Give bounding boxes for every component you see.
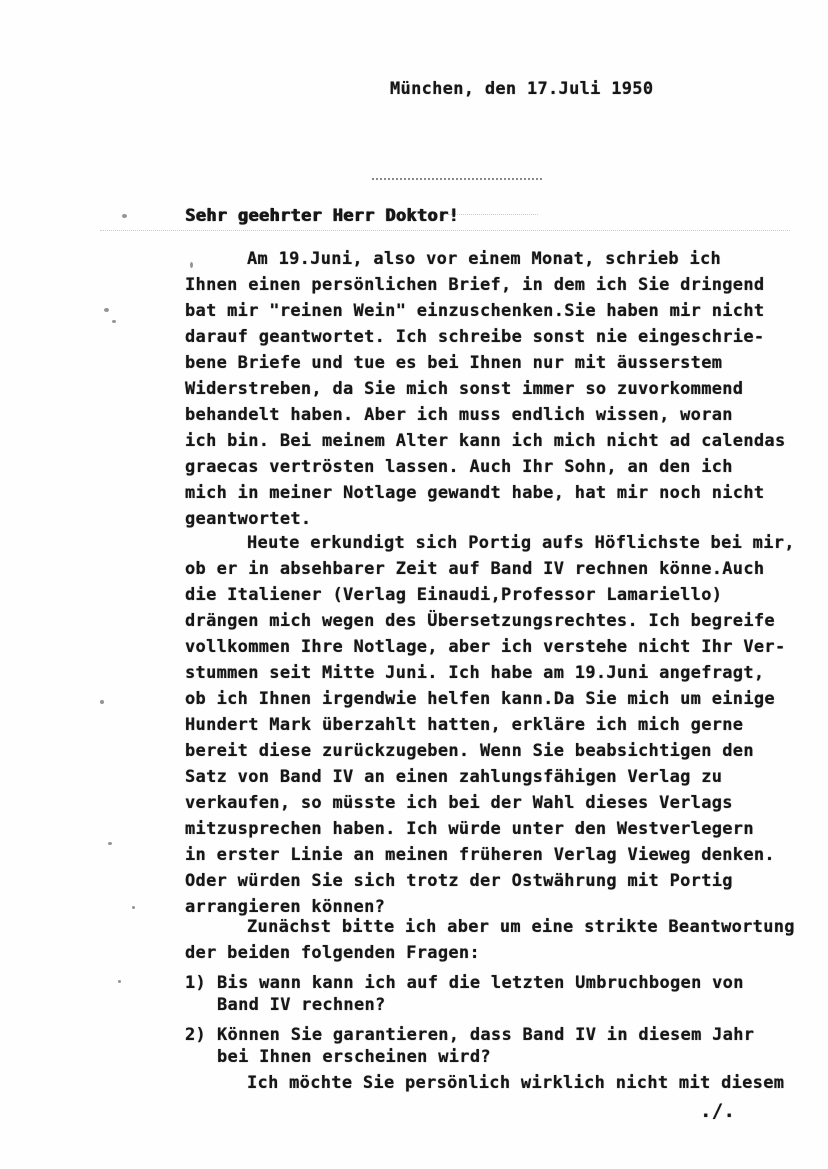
scan-speck [112, 320, 116, 323]
letter-line: graecas vertrösten lassen. Auch Ihr Sohn, an den ich [185, 457, 733, 477]
letter-line: Ich möchte Sie persönlich wirklich nicht mit diesem [247, 1073, 785, 1093]
letter-line: in erster Linie an meinen früheren Verlag Vieweg denken. [185, 845, 775, 865]
letter-line: verkaufen, so müsste ich bei der Wahl dieses Verlags [185, 793, 733, 813]
question-2-marker: 2) [185, 1025, 207, 1045]
question-list [185, 972, 754, 1068]
dateline: München, den 17.Juli 1950 [390, 79, 654, 99]
scan-smudge-trail [448, 214, 538, 215]
list-gap [185, 1016, 754, 1024]
letter-line: Am 19.Juni, also vor einem Monat, schrieb ich [247, 249, 722, 269]
letter-line: ich bin. Bei meinem Alter kann ich mich nicht ad calendas [185, 431, 786, 451]
question-1-marker: 1) [185, 973, 207, 993]
letter-line: geantwortet. [185, 509, 312, 529]
letter-line: Ihnen einen persönlichen Brief, in dem ich Sie dringend [185, 275, 765, 295]
letter-line: Heute erkundigt sich Portig aufs Höflichste bei mir, [247, 533, 795, 553]
letter-line: Band IV rechnen? [217, 995, 386, 1015]
letter-line: behandelt haben. Aber ich muss endlich wissen, woran [185, 405, 733, 425]
letter-line: vollkommen Ihre Notlage, aber ich verstehe nicht Ihr Ver- [185, 637, 786, 657]
continuation-mark: ./. [700, 1100, 736, 1122]
letter-line: darauf geantwortet. Ich schreibe sonst nie eingeschrie- [185, 327, 765, 347]
scan-speck [104, 308, 109, 312]
letter-line: drängen mich wegen des Übersetzungsrechtes. Ich begreife [185, 611, 775, 631]
letter-line: arrangieren können? [185, 897, 386, 917]
scan-smudge-line [372, 178, 542, 180]
paragraph-3 [185, 914, 795, 966]
letter-line: bereit diese zurückzugeben. Wenn Sie beabsichtigen den [185, 741, 754, 761]
letter-line: Hundert Mark überzahlt hatten, erkläre ich mich gerne [185, 715, 744, 735]
question-2 [185, 1024, 754, 1046]
letter-line: ob er in absehbarer Zeit auf Band IV rechnen könne.Auch [185, 559, 765, 579]
letter-line: mitzusprechen haben. Ich würde unter den Westverlegern [185, 819, 754, 839]
scan-speck [118, 980, 121, 983]
paragraph-4 [185, 1070, 784, 1096]
scan-speck [122, 214, 127, 218]
scan-speck [108, 842, 112, 845]
scan-smudge-row [100, 230, 790, 231]
letter-line: Satz von Band IV an einen zahlungsfähigen Verlag zu [185, 767, 723, 787]
letter-line: der beiden folgenden Fragen: [185, 943, 480, 963]
salutation: Sehr geehrter Herr Doktor! [185, 206, 459, 226]
question-1 [185, 972, 754, 994]
letter-line: bene Briefe und tue es bei Ihnen nur mit äusserstem [185, 353, 723, 373]
letter-line: mich in meiner Notlage gewandt habe, hat mir noch nicht [185, 483, 765, 503]
letter-line: die Italiener (Verlag Einaudi,Professor Lamariello) [185, 585, 723, 605]
paragraph-2 [185, 530, 795, 920]
letter-line: stummen seit Mitte Juni. Ich habe am 19.Juni angefragt, [185, 663, 765, 683]
letter-line: bei Ihnen erscheinen wird? [217, 1047, 491, 1067]
letter-line: bat mir "reinen Wein" einzuschenken.Sie haben mir nicht [185, 301, 765, 321]
paragraph-1 [185, 246, 786, 532]
letter-line: Oder würden Sie sich trotz der Ostwährung mit Portig [185, 871, 733, 891]
letter-line: Können Sie garantieren, dass Band IV in diesem Jahr [217, 1025, 755, 1045]
letter-line: Zunächst bitte ich aber um eine strikte Beantwortung [247, 917, 795, 937]
letter-line: Widerstreben, da Sie mich sonst immer so zuvorkommend [185, 379, 744, 399]
letter-line: ob ich Ihnen irgendwie helfen kann.Da Sie mich um einige [185, 689, 775, 709]
letter-line: Bis wann kann ich auf die letzten Umbruchbogen von [217, 973, 744, 993]
scan-speck [100, 700, 104, 704]
scan-speck [132, 906, 135, 909]
